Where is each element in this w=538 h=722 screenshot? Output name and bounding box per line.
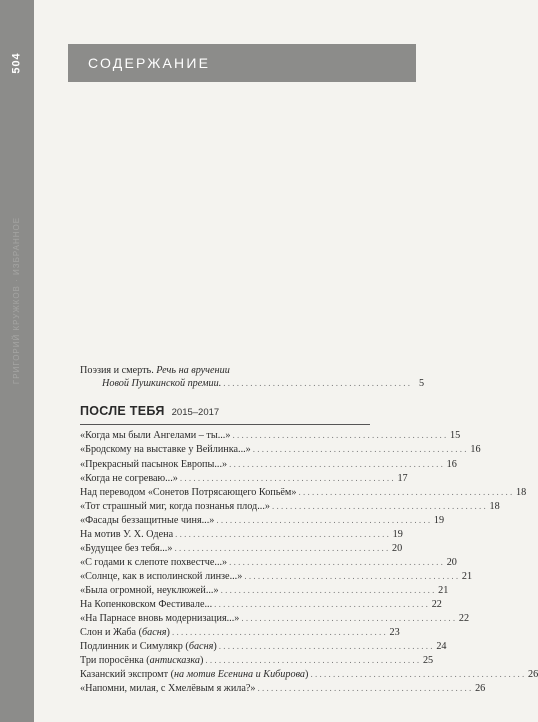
dot-leader: . . . . . . . . . . . . . . . . . . . . . . . . . . . . . . . . . . . . . . . . . . . . . . . . <box>175 528 389 539</box>
toc-entry <box>80 598 442 612</box>
dot-leader: . . . . . . . . . . . . . . . . . . . . . . . . . . . . . . . . . . . . . . . . . . . . . . . . <box>218 641 433 652</box>
toc-entry <box>80 528 403 542</box>
toc-entries <box>80 429 538 696</box>
entry-title <box>80 654 203 667</box>
toc-content <box>80 364 538 696</box>
entry-title-text: «Когда мы были Ангелами – ты...» <box>80 430 231 442</box>
entry-title-close: ) <box>213 641 217 653</box>
dot-leader: . . . . . . . . . . . . . . . . . . . . . . . . . . . . . . . . . . . . . . . . . . . . . . . . <box>241 613 456 624</box>
entry-title-text: «Бродскому на выставке у Вейлинка...» <box>80 444 251 456</box>
page-ref: 19 <box>392 528 403 540</box>
toc-entry-speech-line2 <box>80 377 425 390</box>
entry-title <box>80 542 172 555</box>
section-rule <box>80 424 370 425</box>
entry-title-close: ) <box>199 655 204 667</box>
toc-entry <box>80 556 457 570</box>
speech-subtitle: Речь на вручении <box>156 365 230 376</box>
dot-leader: . . . . . . . . . . . . . . . . . . . . . . . . . . . . . . . . . . . . . . . . . . . . . . . . <box>214 598 428 609</box>
entry-title <box>80 668 308 681</box>
dot-leader: . . . . . . . . . . . . . . . . . . . . . . . . . . . . . . . . . . . . . . . . . . . . . . . . <box>171 627 386 638</box>
toc-entry <box>80 458 457 472</box>
dot-leader: . . . . . . . . . . . . . . . . . . . . . . . . . . . . . . . . . . . . . . . . . . . . . . . . <box>252 444 467 455</box>
toc-entry <box>80 429 461 443</box>
entry-title <box>80 500 270 513</box>
toc-entry <box>80 443 481 457</box>
spine-running-title <box>0 150 34 450</box>
entry-title-text: «Тот страшный миг, когда познанья плод...» <box>80 500 270 512</box>
toc-entry <box>80 626 400 640</box>
dot-leader: . . . . . . . . . . . . . . . . . . . . . . . . . . . . . . . . . . . . . . . . . . <box>223 378 411 389</box>
page-ref: 21 <box>438 584 449 596</box>
entry-title-text: «На Парнасе вновь модернизация...» <box>80 613 240 625</box>
speech-title: Поэзия и смерть. <box>80 365 157 376</box>
page-ref: 23 <box>389 627 400 639</box>
toc-entry <box>80 500 500 514</box>
entry-title <box>80 514 214 527</box>
entry-title <box>80 626 170 639</box>
page-ref: 26 <box>475 683 486 695</box>
entry-title-text: Казанский экспромт ( <box>80 669 174 681</box>
entry-title-text: На Копенковском Фестивале... <box>80 598 213 610</box>
toc-entry <box>80 640 447 654</box>
entry-title <box>80 598 212 611</box>
entry-title-text: «Солнце, как в исполинской линзе...» <box>80 570 243 582</box>
page-ref: 22 <box>458 613 470 625</box>
entry-title-text: «Прекрасный пасынок Европы...» <box>80 458 228 470</box>
entry-title-text: Три поросёнка ( <box>80 655 150 667</box>
page-ref: 18 <box>516 486 527 498</box>
page-ref: 22 <box>431 598 442 610</box>
toc-entry <box>80 472 408 486</box>
toc-entry <box>80 682 486 696</box>
entry-title <box>80 472 178 485</box>
bleed-through-text <box>80 92 380 350</box>
entry-title-text: Над переводом «Сонетов Потрясающего Копьём» <box>80 486 297 498</box>
entry-title-text: «Будущее без тебя...» <box>80 542 173 554</box>
entry-title <box>80 584 219 597</box>
page-ref: 20 <box>392 542 403 554</box>
page-ref: 16 <box>470 444 481 456</box>
entry-title <box>80 443 251 456</box>
entry-title <box>80 640 217 653</box>
dot-leader: . . . . . . . . . . . . . . . . . . . . . . . . . . . . . . . . . . . . . . . . . . . . . . . . <box>244 570 459 581</box>
page-ref: 21 <box>461 570 473 582</box>
page-ref: 24 <box>436 641 447 653</box>
page-number-text: 504 <box>10 52 23 74</box>
entry-title-close: ) <box>305 669 309 681</box>
page-ref: 17 <box>397 472 408 484</box>
page-ref: 25 <box>422 655 434 667</box>
toc-entry <box>80 584 449 598</box>
dot-leader: . . . . . . . . . . . . . . . . . . . . . . . . . . . . . . . . . . . . . . . . . . . . . . . . <box>229 458 443 469</box>
entry-genre-note: антисказка <box>149 655 200 667</box>
dot-leader: . . . . . . . . . . . . . . . . . . . . . . . . . . . . . . . . . . . . . . . . . . . . . . . . <box>232 430 447 441</box>
toc-entry <box>80 486 527 500</box>
toc-entry <box>80 514 445 528</box>
section-years: 2015–2017 <box>171 407 220 419</box>
page-number <box>0 42 34 84</box>
entry-title-text: «Напомни, милая, с Хмелёвым я жила?» <box>80 683 256 695</box>
entry-title <box>80 486 296 499</box>
spine-running-title-text: ГРИГОРИЙ КРУЖКОВ · ИЗБРАННОЕ <box>12 216 22 384</box>
speech-subtitle-cont: Новой Пушкинской премии. <box>102 378 222 390</box>
page-ref: 20 <box>446 556 457 568</box>
dot-leader: . . . . . . . . . . . . . . . . . . . . . . . . . . . . . . . . . . . . . . . . . . . . . . . . <box>174 542 389 553</box>
entry-title <box>80 528 173 541</box>
toc-entry <box>80 570 473 584</box>
entry-title <box>80 612 239 625</box>
toc-entry <box>80 542 403 556</box>
dot-leader: . . . . . . . . . . . . . . . . . . . . . . . . . . . . . . . . . . . . . . . . . . . . . . . . <box>310 669 525 680</box>
entry-title-close: ) <box>166 627 170 639</box>
dot-leader: . . . . . . . . . . . . . . . . . . . . . . . . . . . . . . . . . . . . . . . . . . . . . . . . <box>179 472 394 483</box>
entry-title-text: Слон и Жаба ( <box>80 627 143 639</box>
toc-entry <box>80 654 434 668</box>
section-heading <box>80 404 370 418</box>
dot-leader: . . . . . . . . . . . . . . . . . . . . . . . . . . . . . . . . . . . . . . . . . . . . . . . . <box>271 500 486 511</box>
section-title: ПОСЛЕ ТЕБЯ <box>80 404 165 419</box>
page-ref: 18 <box>489 500 500 512</box>
entry-genre-note: басня <box>142 627 167 639</box>
entry-title-text: «Фасады беззащитные чиня...» <box>80 514 215 526</box>
dot-leader: . . . . . . . . . . . . . . . . . . . . . . . . . . . . . . . . . . . . . . . . . . . . . . . . <box>229 556 443 567</box>
header-title: СОДЕРЖАНИЕ <box>88 55 211 71</box>
page-ref: 15 <box>450 430 461 442</box>
entry-title <box>80 458 227 471</box>
page-ref: 5 <box>418 378 425 390</box>
entry-title <box>80 556 227 569</box>
entry-title <box>80 682 256 695</box>
page-sidebar <box>0 0 34 722</box>
section-header <box>68 44 416 82</box>
entry-genre-note: басня <box>188 641 214 653</box>
entry-title-text: На мотив У. Х. Одена <box>80 528 174 540</box>
entry-title <box>80 429 230 442</box>
entry-title-text: «Когда не согреваю...» <box>80 472 178 484</box>
dot-leader: . . . . . . . . . . . . . . . . . . . . . . . . . . . . . . . . . . . . . . . . . . . . . . . . <box>257 683 472 694</box>
page-ref: 16 <box>446 458 457 470</box>
dot-leader: . . . . . . . . . . . . . . . . . . . . . . . . . . . . . . . . . . . . . . . . . . . . . . . . <box>216 514 431 525</box>
toc-entry <box>80 668 538 682</box>
entry-title-text: «С годами к слепоте похвестче...» <box>80 556 228 568</box>
entry-genre-note: на мотив Есенина и Кибирова <box>173 669 306 681</box>
dot-leader: . . . . . . . . . . . . . . . . . . . . . . . . . . . . . . . . . . . . . . . . . . . . . . . . <box>298 486 513 497</box>
toc-entry-speech-line1 <box>80 364 370 377</box>
entry-title-text: «Была огромной, неуклюжей...» <box>80 584 219 596</box>
entry-title <box>80 570 242 583</box>
dot-leader: . . . . . . . . . . . . . . . . . . . . . . . . . . . . . . . . . . . . . . . . . . . . . . . . <box>220 584 435 595</box>
page-ref: 19 <box>433 514 445 526</box>
page-ref: 26 <box>528 669 538 681</box>
toc-entry <box>80 612 470 626</box>
dot-leader: . . . . . . . . . . . . . . . . . . . . . . . . . . . . . . . . . . . . . . . . . . . . . . . . <box>205 655 420 666</box>
entry-title-text: Подлинник и Симулякр ( <box>80 641 189 653</box>
